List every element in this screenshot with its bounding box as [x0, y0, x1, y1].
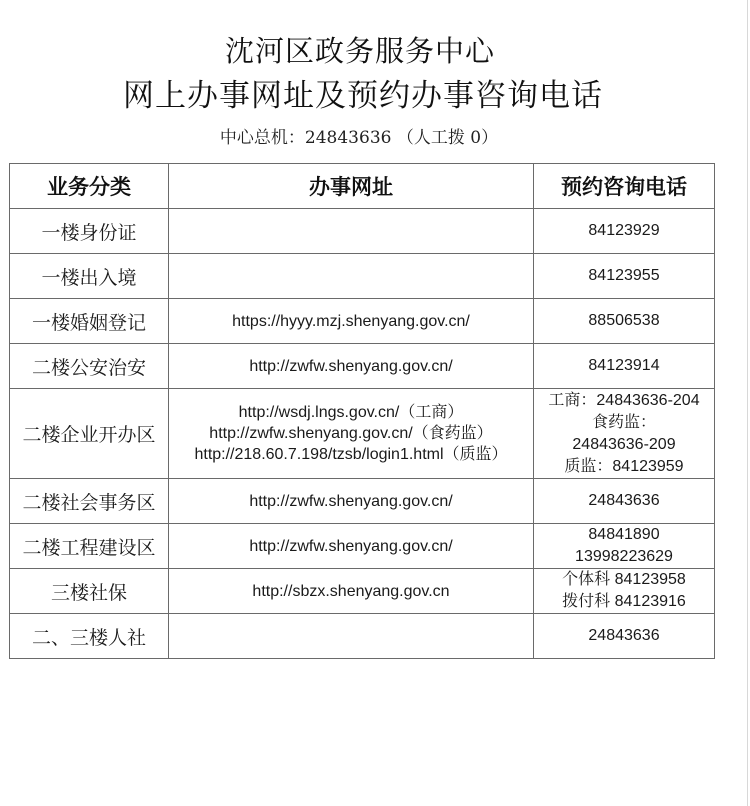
service-url-link[interactable]: http://wsdj.lngs.gov.cn/（工商） — [238, 404, 464, 421]
phone-number: 88506538 — [588, 312, 660, 329]
table-row — [10, 614, 715, 659]
table-row — [10, 389, 715, 479]
category-cell: 三楼社保 — [10, 569, 169, 614]
column-header-category: 业务分类 — [10, 164, 169, 209]
category-cell: 一楼身份证 — [10, 209, 169, 254]
phone-number: 拨付科 84123916 — [562, 593, 686, 610]
phone-cell — [534, 209, 715, 254]
phone-cell — [534, 344, 715, 389]
table-row — [10, 524, 715, 569]
service-url-link[interactable]: http://sbzx.shenyang.gov.cn — [252, 582, 450, 600]
category-cell: 二楼社会事务区 — [10, 479, 169, 524]
service-url-link[interactable]: https://hyyy.mzj.shenyang.gov.cn/ — [232, 312, 470, 330]
phone-cell — [534, 299, 715, 344]
phone-cell — [534, 479, 715, 524]
category-cell: 一楼婚姻登记 — [10, 299, 169, 344]
category-cell: 二楼工程建设区 — [10, 524, 169, 569]
column-header-url: 办事网址 — [169, 164, 534, 209]
service-url-link[interactable]: http://zwfw.shenyang.gov.cn/ — [249, 492, 453, 510]
category-cell: 二楼企业开办区 — [10, 389, 169, 479]
url-cell — [169, 299, 534, 344]
url-cell — [169, 614, 534, 659]
service-url-link[interactable]: http://zwfw.shenyang.gov.cn/ — [249, 537, 453, 555]
table-row — [10, 569, 715, 614]
phone-number: 工商：24843636-204 — [548, 391, 700, 409]
category-cell: 二楼公安治安 — [10, 344, 169, 389]
table-row — [10, 479, 715, 524]
url-cell — [169, 344, 534, 389]
url-cell — [169, 524, 534, 569]
phone-number: 84841890 — [588, 526, 660, 543]
category-cell: 一楼出入境 — [10, 254, 169, 299]
table-row — [10, 254, 715, 299]
phone-number: 84123955 — [588, 267, 660, 284]
service-url-link[interactable]: http://zwfw.shenyang.gov.cn/ — [249, 357, 453, 375]
page-edge-line — [747, 0, 748, 806]
service-table — [9, 163, 715, 659]
table-row — [10, 299, 715, 344]
url-cell — [169, 479, 534, 524]
table-header-row — [10, 164, 715, 209]
url-cell — [169, 254, 534, 299]
phone-number: 84123929 — [588, 222, 660, 239]
page-subtitle-title: 网上办事网址及预约办事咨询电话 — [123, 78, 603, 114]
phone-cell — [534, 614, 715, 659]
phone-number: 84123914 — [588, 357, 660, 374]
category-cell: 二、三楼人社 — [10, 614, 169, 659]
service-url-link[interactable]: http://zwfw.shenyang.gov.cn/（食药监） — [209, 425, 493, 442]
center-hotline: 中心总机：24843636 （人工拨 0） — [219, 128, 499, 148]
phone-cell — [534, 254, 715, 299]
url-cell — [169, 209, 534, 254]
table-row — [10, 209, 715, 254]
phone-cell — [534, 524, 715, 569]
column-header-phone: 预约咨询电话 — [534, 164, 715, 209]
table-row — [10, 344, 715, 389]
phone-label: 食药监： — [591, 413, 656, 431]
phone-cell — [534, 569, 715, 614]
phone-number: 24843636 — [588, 627, 660, 644]
page-title: 沈河区政务服务中心 — [224, 34, 495, 68]
service-url-link[interactable]: http://218.60.7.198/tzsb/login1.html（质监） — [194, 446, 508, 463]
phone-number: 24843636-209 — [572, 435, 676, 453]
url-cell — [169, 569, 534, 614]
phone-cell — [534, 389, 715, 479]
phone-number: 13998223629 — [575, 548, 673, 565]
phone-number: 质监：84123959 — [564, 457, 684, 475]
phone-number: 个体科 84123958 — [562, 571, 686, 588]
phone-number: 24843636 — [588, 492, 660, 509]
url-cell — [169, 389, 534, 479]
